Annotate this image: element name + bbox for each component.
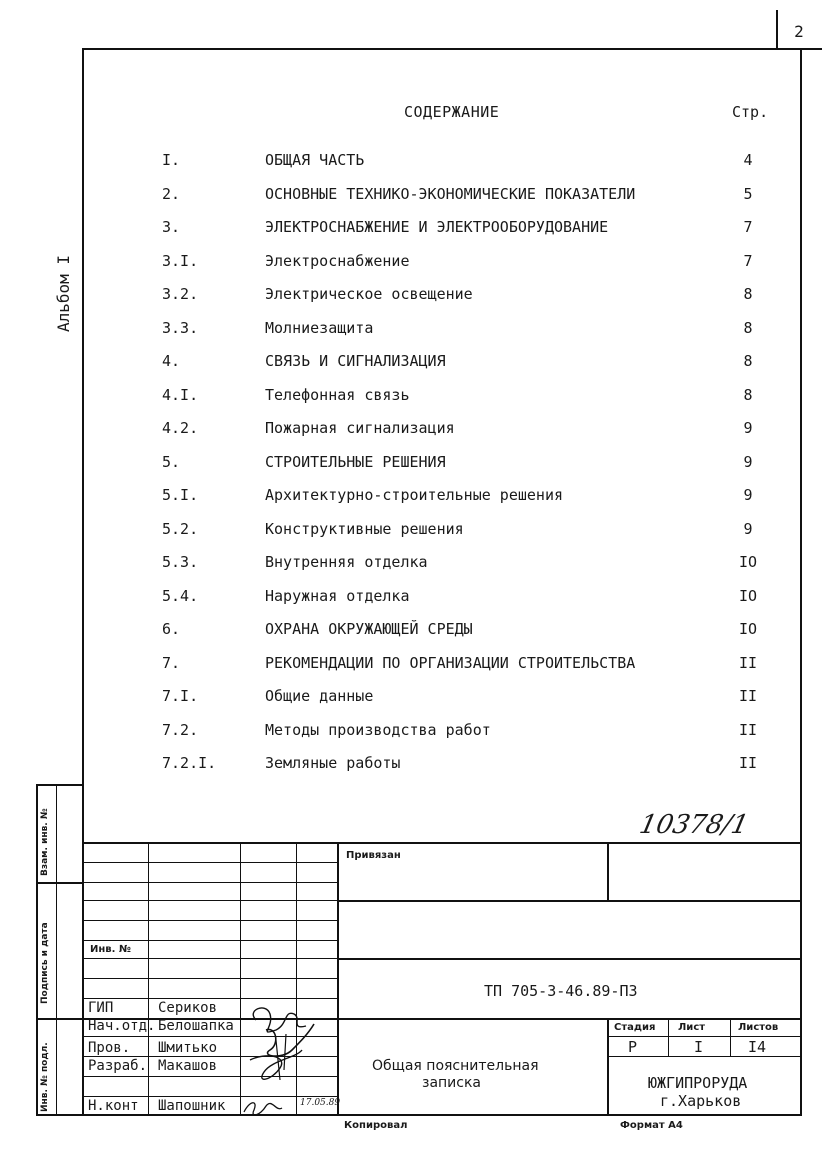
stamp-role: Н.конт — [88, 1098, 139, 1114]
toc-item-page: IO — [738, 587, 758, 605]
toc-item-number: 4. — [162, 352, 181, 370]
sheet-header: Лист — [678, 1022, 706, 1033]
stamp-person-name: Шапошник — [158, 1098, 226, 1114]
toc-item-title: Внутренняя отделка — [265, 553, 428, 571]
vzam-inv-label: Взам. инв. № — [40, 808, 50, 876]
sheets-header: Листов — [738, 1022, 779, 1033]
toc-item-title: ОБЩАЯ ЧАСТЬ — [265, 151, 365, 169]
toc-item-title: Наружная отделка — [265, 587, 410, 605]
toc-item-title: Архитектурно-строительные решения — [265, 486, 564, 504]
toc-item-number: 6. — [162, 620, 181, 638]
document-code: ТП 705-3-46.89-ПЗ — [484, 982, 638, 1000]
toc-item-page: IO — [738, 620, 758, 638]
toc-item-page: 8 — [743, 285, 753, 303]
toc-item-title: Пожарная сигнализация — [265, 419, 455, 437]
doc-title-line2: записка — [422, 1075, 482, 1091]
toc-item-page: 5 — [743, 185, 753, 203]
toc-item-page: 9 — [743, 520, 753, 538]
toc-item-number: 7.2. — [162, 721, 199, 739]
toc-item-number: 5.3. — [162, 553, 199, 571]
stamp-person-name: Сериков — [158, 1000, 218, 1016]
format-label: Формат А4 — [620, 1120, 683, 1131]
signatures-drawing — [236, 1000, 346, 1120]
toc-item-page: 8 — [743, 352, 753, 370]
toc-item-title: Телефонная связь — [265, 386, 410, 404]
toc-item-page: II — [738, 687, 758, 705]
toc-item-title: Электроснабжение — [265, 252, 410, 270]
organization-city: г.Харьков — [660, 1092, 742, 1110]
organization-name: ЮЖГИПРОРУДА — [648, 1074, 748, 1092]
inv-no-label: Инв. № — [90, 944, 131, 955]
toc-item-number: 7.I. — [162, 687, 199, 705]
toc-item-page: 4 — [743, 151, 753, 169]
toc-item-number: 5.4. — [162, 587, 199, 605]
stamp-role: ГИП — [88, 1000, 114, 1016]
toc-item-page: 7 — [743, 252, 753, 270]
toc-item-page: 7 — [743, 218, 753, 236]
toc-item-title: ОСНОВНЫЕ ТЕХНИКО-ЭКОНОМИЧЕСКИЕ ПОКАЗАТЕЛИ — [265, 185, 636, 203]
toc-item-title: Конструктивные решения — [265, 520, 464, 538]
toc-item-title: РЕКОМЕНДАЦИИ ПО ОРГАНИЗАЦИИ СТРОИТЕЛЬСТВА — [265, 654, 636, 672]
sheet-value: I — [694, 1038, 704, 1056]
toc-item-page: 9 — [743, 453, 753, 471]
toc-item-title: Общие данные — [265, 687, 374, 705]
toc-item-number: 7. — [162, 654, 181, 672]
toc-item-title: Земляные работы — [265, 754, 401, 772]
handwritten-number: 10378/1 — [636, 810, 752, 840]
inv-podl-label: Инв. № подл. — [40, 1042, 50, 1112]
toc-item-page: 9 — [743, 419, 753, 437]
doc-title-line1: Общая пояснительная — [372, 1058, 539, 1074]
toc-item-title: СВЯЗЬ И СИГНАЛИЗАЦИЯ — [265, 352, 446, 370]
toc-item-number: 3. — [162, 218, 181, 236]
stamp-role: Пров. — [88, 1040, 131, 1056]
toc-item-title: ЭЛЕКТРОСНАБЖЕНИЕ И ЭЛЕКТРООБОРУДОВАНИЕ — [265, 218, 609, 236]
toc-item-title: Молниезащита — [265, 319, 374, 337]
toc-item-title: ОХРАНА ОКРУЖАЮЩЕЙ СРЕДЫ — [265, 620, 473, 638]
stamp-role: Нач.отд. — [88, 1018, 156, 1034]
stage-value: Р — [628, 1038, 638, 1056]
toc-item-title: Методы производства работ — [265, 721, 491, 739]
kopiroval-label: Копировал — [344, 1120, 408, 1131]
toc-item-page: II — [738, 654, 758, 672]
toc-item-page: 8 — [743, 319, 753, 337]
toc-item-page: 8 — [743, 386, 753, 404]
sheet-number: 2 — [794, 22, 804, 41]
toc-item-number: 3.2. — [162, 285, 199, 303]
signature-date: 17.05.89 — [300, 1098, 341, 1108]
toc-item-number: 5.I. — [162, 486, 199, 504]
toc-item-title: СТРОИТЕЛЬНЫЕ РЕШЕНИЯ — [265, 453, 446, 471]
toc-item-page: 9 — [743, 486, 753, 504]
toc-title: СОДЕРЖАНИЕ — [404, 103, 500, 121]
toc-item-title: Электрическое освещение — [265, 285, 473, 303]
toc-item-number: 3.I. — [162, 252, 199, 270]
toc-item-number: 4.2. — [162, 419, 199, 437]
stamp-person-name: Белошапка — [158, 1018, 234, 1034]
stage-header: Стадия — [614, 1022, 656, 1033]
podpis-data-label: Подпись и дата — [40, 922, 50, 1004]
toc-item-page: II — [738, 721, 758, 739]
privyazan-label: Привязан — [346, 850, 401, 861]
toc-item-number: 5.2. — [162, 520, 199, 538]
stamp-person-name: Макашов — [158, 1058, 218, 1074]
toc-item-number: 2. — [162, 185, 181, 203]
sheets-value: I4 — [748, 1038, 767, 1056]
toc-item-number: 4.I. — [162, 386, 199, 404]
stamp-role: Разраб. — [88, 1058, 148, 1074]
page-frame — [82, 48, 802, 1116]
toc-item-page: IO — [738, 553, 758, 571]
stamp-person-name: Шмитько — [158, 1040, 218, 1056]
toc-item-number: 7.2.I. — [162, 754, 217, 772]
album-label: Альбом I — [54, 254, 73, 332]
toc-item-number: I. — [162, 151, 181, 169]
toc-item-page: II — [738, 754, 758, 772]
toc-item-number: 5. — [162, 453, 181, 471]
toc-page-header: Стр. — [732, 103, 769, 121]
toc-item-number: 3.3. — [162, 319, 199, 337]
